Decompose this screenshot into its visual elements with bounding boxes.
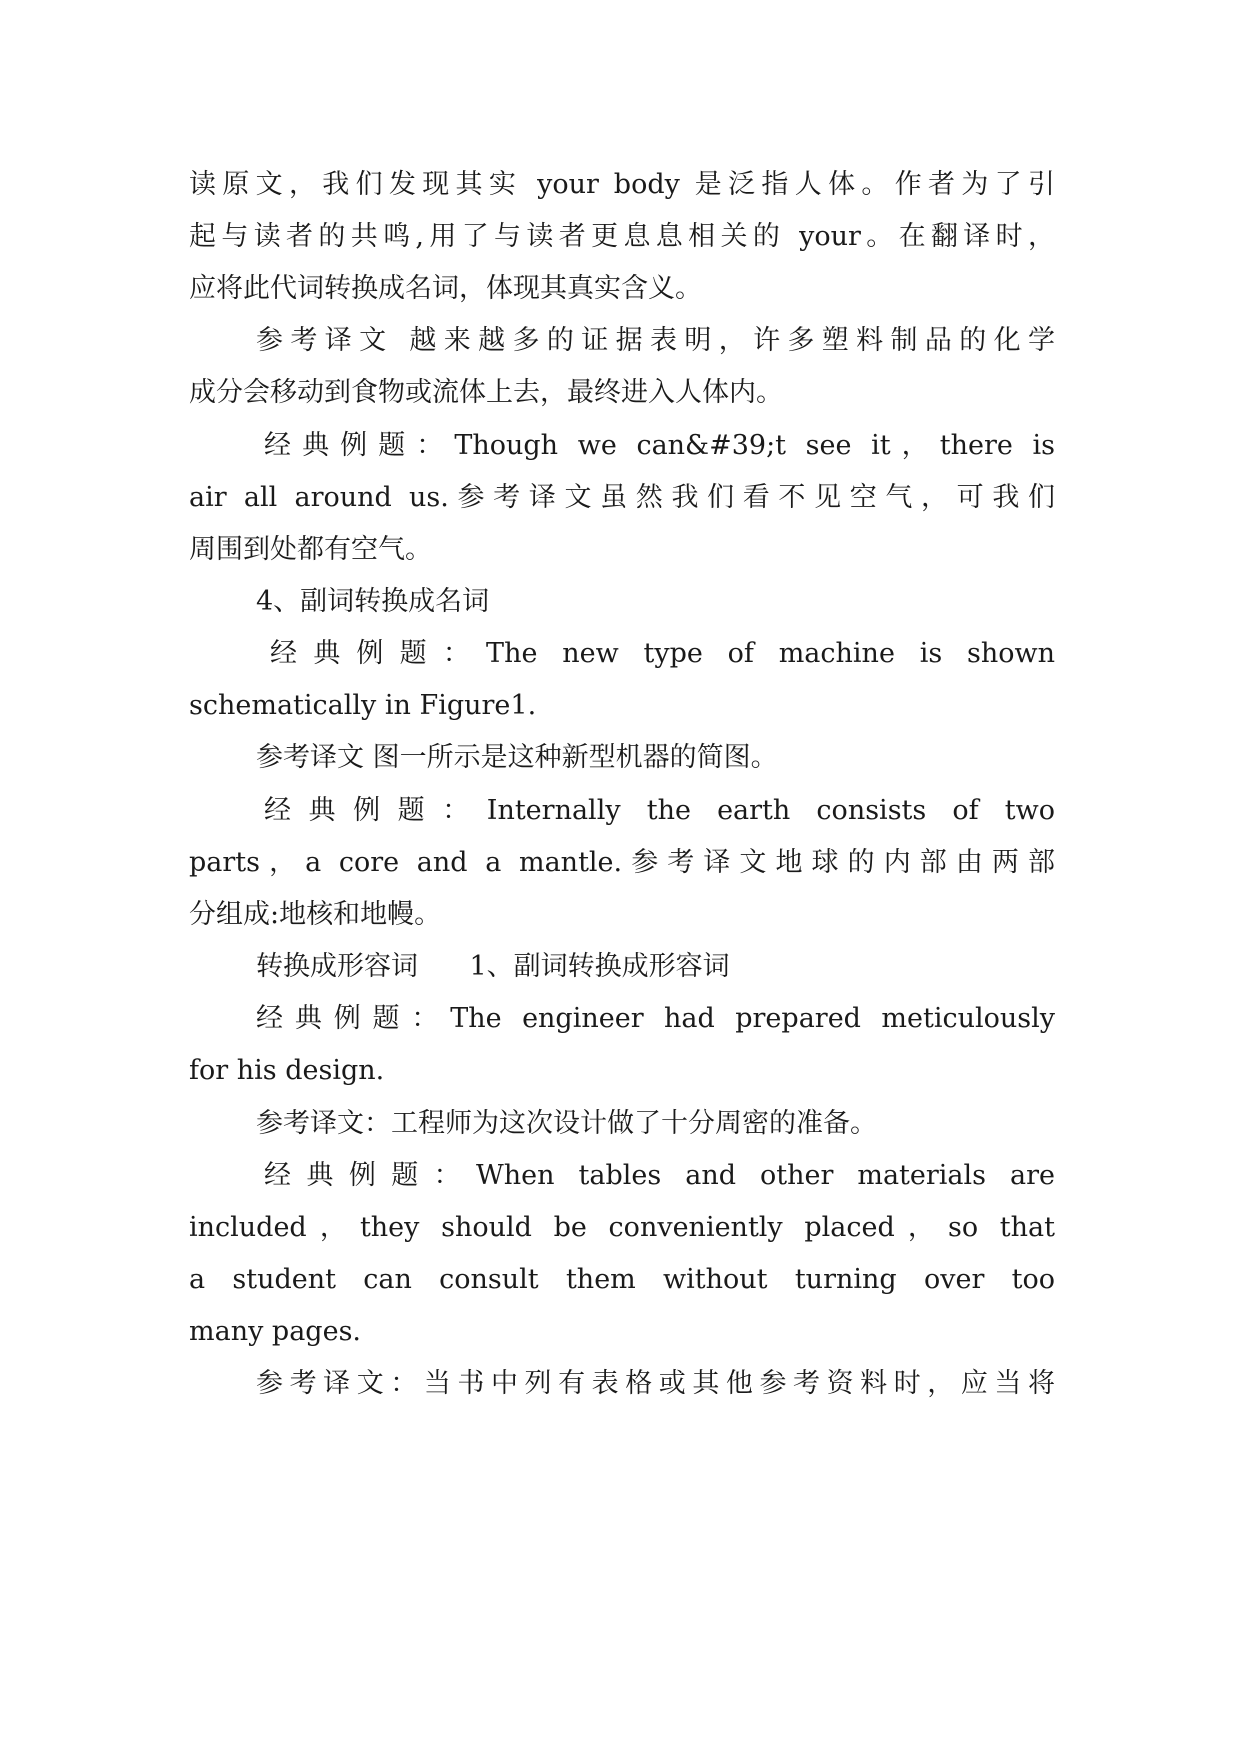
text-line-7: air all around us.参考译文虽然我们看不见空气，可我们	[189, 482, 1055, 513]
text-line-6: 经典例题：Though we can&#39;t see it，there is	[264, 430, 1055, 461]
text-line-5: 成分会移动到食物或流体上去，最终进入人体内。	[189, 377, 783, 408]
section-heading-adverb-to-noun: 4、副词转换成名词	[256, 586, 490, 617]
section-heading-adjective: 转换成形容词 1、副词转换成形容词	[256, 951, 730, 982]
text-line-14: parts，a core and a mantle.参考译文地球的内部由两部	[189, 847, 1055, 878]
text-line-12: 参考译文 图一所示是这种新型机器的简图。	[256, 742, 778, 773]
text-line-4: 参考译文 越来越多的证据表明，许多塑料制品的化学	[256, 325, 1055, 356]
text-line-18: for his design.	[189, 1055, 385, 1086]
text-line-8: 周围到处都有空气。	[189, 534, 432, 565]
text-line-19: 参考译文：工程师为这次设计做了十分周密的准备。	[256, 1108, 877, 1139]
text-line-2: 起与读者的共鸣,用了与读者更息息相关的 your。在翻译时，	[189, 221, 1055, 252]
text-line-23: many pages.	[189, 1316, 362, 1347]
text-line-22: a student can consult them without turning over too	[189, 1264, 1055, 1295]
text-line-17: 经典例题：The engineer had prepared meticulously	[256, 1003, 1055, 1034]
text-line-21: included，they should be conveniently placed，so that	[189, 1212, 1055, 1243]
text-line-11: schematically in Figure1.	[189, 690, 537, 721]
text-line-15: 分组成:地核和地幔。	[189, 899, 442, 930]
text-line-24: 参考译文：当书中列有表格或其他参考资料时，应当将	[256, 1368, 1055, 1399]
text-line-3: 应将此代词转换成名词，体现其真实含义。	[189, 273, 702, 304]
text-line-13: 经典例题：Internally the earth consists of two	[264, 795, 1055, 826]
text-line-10: 经典例题：The new type of machine is shown	[270, 638, 1055, 669]
text-line-20: 经典例题：When tables and other materials are	[264, 1160, 1055, 1191]
text-line-1: 读原文，我们发现其实 your body 是泛指人体。作者为了引	[189, 169, 1055, 200]
